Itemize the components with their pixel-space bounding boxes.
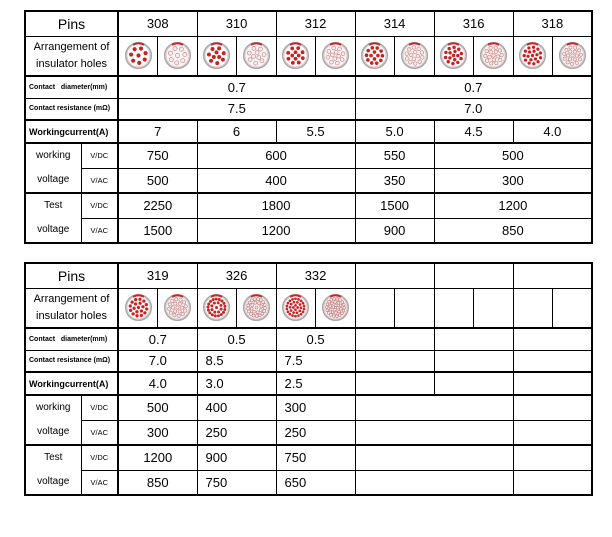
pin-number: 314 xyxy=(355,11,434,36)
row-contact-resistance xyxy=(25,350,592,372)
vac-label: V/AC xyxy=(81,168,118,193)
connector-cell xyxy=(316,36,356,76)
pin-number: 332 xyxy=(276,263,355,288)
connector-cell xyxy=(118,288,158,328)
row-working-current xyxy=(25,120,592,143)
connector-female-icon xyxy=(558,41,587,70)
vdc-label: V/DC xyxy=(81,193,118,218)
working-current-value: 3.0 xyxy=(197,372,276,395)
connector-cell xyxy=(316,288,356,328)
connector-female-icon xyxy=(400,41,429,70)
arrangement-label: Arrangement of insulator holes xyxy=(25,288,118,328)
working-current-label: Workingcurrent(A) xyxy=(25,120,118,143)
working-current-value: 4.0 xyxy=(118,372,197,395)
voltage-value: 300 xyxy=(118,420,197,445)
empty-cell xyxy=(355,350,434,372)
connector-male-icon xyxy=(124,41,153,70)
vac-label: V/AC xyxy=(81,470,118,495)
voltage-value: 400 xyxy=(197,395,276,420)
connector-male-icon xyxy=(518,41,547,70)
empty-cell xyxy=(355,372,434,395)
pins-spec-table-308-318 xyxy=(24,10,593,244)
voltage-value: 550 xyxy=(355,143,434,168)
working-current-value: 7 xyxy=(118,120,197,143)
test-voltage-label: Test voltage xyxy=(25,193,81,243)
connector-cell xyxy=(118,36,158,76)
contact-resistance-value: 7.0 xyxy=(355,98,592,120)
contact-resistance-label: Contact resistance (mΩ) xyxy=(25,350,118,372)
row-test-voltage-vdc xyxy=(25,193,592,218)
pins-header: Pins xyxy=(25,11,118,36)
working-current-value: 5.5 xyxy=(276,120,355,143)
empty-cell xyxy=(513,470,592,495)
pin-number-empty xyxy=(434,263,513,288)
voltage-value: 900 xyxy=(197,445,276,470)
connector-cell xyxy=(237,288,277,328)
connector-cell xyxy=(276,288,316,328)
pin-number: 312 xyxy=(276,11,355,36)
row-contact-resistance xyxy=(25,98,592,120)
voltage-value: 650 xyxy=(276,470,355,495)
voltage-value: 2250 xyxy=(118,193,197,218)
vdc-label: V/DC xyxy=(81,445,118,470)
empty-cell xyxy=(513,420,592,445)
voltage-value: 1200 xyxy=(197,218,355,243)
working-voltage-label: working voltage xyxy=(25,143,81,193)
vdc-label: V/DC xyxy=(81,143,118,168)
voltage-value: 250 xyxy=(197,420,276,445)
connector-female-icon xyxy=(479,41,508,70)
pins-spec-table-319-332 xyxy=(24,262,593,496)
voltage-value: 500 xyxy=(118,168,197,193)
contact-diameter-value: 0.5 xyxy=(197,328,276,350)
voltage-value: 1200 xyxy=(118,445,197,470)
working-current-value: 6 xyxy=(197,120,276,143)
pin-number: 326 xyxy=(197,263,276,288)
row-contact-diameter xyxy=(25,328,592,350)
contact-diameter-value: 0.7 xyxy=(118,76,355,98)
empty-connector-cell xyxy=(474,288,514,328)
vac-label: V/AC xyxy=(81,420,118,445)
voltage-value: 1500 xyxy=(118,218,197,243)
empty-cell xyxy=(434,350,513,372)
working-current-label: Workingcurrent(A) xyxy=(25,372,118,395)
connector-female-icon xyxy=(321,41,350,70)
connector-cell xyxy=(197,288,237,328)
voltage-value: 750 xyxy=(276,445,355,470)
row-test-voltage-vdc xyxy=(25,445,592,470)
connector-male-icon xyxy=(281,293,310,322)
pin-number: 316 xyxy=(434,11,513,36)
vac-label: V/AC xyxy=(81,218,118,243)
empty-cell xyxy=(434,372,513,395)
voltage-value: 250 xyxy=(276,420,355,445)
voltage-value: 850 xyxy=(434,218,592,243)
pin-number: 310 xyxy=(197,11,276,36)
contact-diameter-value: 0.7 xyxy=(118,328,197,350)
row-working-voltage-vdc xyxy=(25,395,592,420)
voltage-value: 750 xyxy=(197,470,276,495)
voltage-value: 900 xyxy=(355,218,434,243)
connector-cell xyxy=(276,36,316,76)
connector-cell xyxy=(474,36,514,76)
connector-cell xyxy=(395,36,435,76)
contact-diameter-label: Contact diameter(mm) xyxy=(25,76,118,98)
pin-number: 319 xyxy=(118,263,197,288)
connector-female-icon xyxy=(242,293,271,322)
connector-cell xyxy=(434,36,474,76)
pin-number-empty xyxy=(355,263,434,288)
connector-male-icon xyxy=(202,41,231,70)
voltage-value: 1500 xyxy=(355,193,434,218)
row-arrangement xyxy=(25,36,592,76)
empty-connector-cell xyxy=(395,288,435,328)
row-arrangement xyxy=(25,288,592,328)
row-test-voltage-vac xyxy=(25,470,592,495)
arrangement-label: Arrangement of insulator holes xyxy=(25,36,118,76)
connector-cell xyxy=(197,36,237,76)
connector-female-icon xyxy=(321,293,350,322)
row-contact-diameter xyxy=(25,76,592,98)
working-current-value: 2.5 xyxy=(276,372,355,395)
voltage-value: 350 xyxy=(355,168,434,193)
empty-cell xyxy=(355,328,434,350)
contact-diameter-label: Contact diameter(mm) xyxy=(25,328,118,350)
voltage-value: 1200 xyxy=(434,193,592,218)
connector-cell xyxy=(513,36,553,76)
working-current-value: 5.0 xyxy=(355,120,434,143)
contact-resistance-label: Contact resistance (mΩ) xyxy=(25,98,118,120)
voltage-value: 300 xyxy=(276,395,355,420)
working-voltage-label: working voltage xyxy=(25,395,81,445)
working-current-value: 4.0 xyxy=(513,120,592,143)
empty-cell xyxy=(355,420,513,445)
empty-cell xyxy=(513,395,592,420)
empty-cell xyxy=(513,445,592,470)
row-pins xyxy=(25,11,592,36)
empty-cell xyxy=(513,372,592,395)
empty-connector-cell xyxy=(513,288,553,328)
row-working-voltage-vac xyxy=(25,168,592,193)
empty-cell xyxy=(355,445,513,470)
connector-male-icon xyxy=(439,41,468,70)
connector-cell xyxy=(158,36,198,76)
row-working-voltage-vac xyxy=(25,420,592,445)
pins-header: Pins xyxy=(25,263,118,288)
empty-cell xyxy=(355,395,513,420)
row-working-voltage-vdc xyxy=(25,143,592,168)
empty-cell xyxy=(513,350,592,372)
empty-connector-cell xyxy=(553,288,593,328)
connector-cell xyxy=(237,36,277,76)
empty-cell xyxy=(513,328,592,350)
contact-resistance-value: 7.5 xyxy=(276,350,355,372)
voltage-value: 500 xyxy=(434,143,592,168)
empty-connector-cell xyxy=(434,288,474,328)
voltage-value: 400 xyxy=(197,168,355,193)
voltage-value: 500 xyxy=(118,395,197,420)
empty-cell xyxy=(434,328,513,350)
connector-male-icon xyxy=(124,293,153,322)
contact-resistance-value: 8.5 xyxy=(197,350,276,372)
contact-resistance-value: 7.0 xyxy=(118,350,197,372)
contact-resistance-value: 7.5 xyxy=(118,98,355,120)
pin-number: 308 xyxy=(118,11,197,36)
voltage-value: 850 xyxy=(118,470,197,495)
connector-male-icon xyxy=(202,293,231,322)
test-voltage-label: Test voltage xyxy=(25,445,81,495)
contact-diameter-value: 0.5 xyxy=(276,328,355,350)
connector-male-icon xyxy=(360,41,389,70)
connector-cell xyxy=(158,288,198,328)
connector-female-icon xyxy=(163,41,192,70)
empty-cell xyxy=(355,470,513,495)
contact-diameter-value: 0.7 xyxy=(355,76,592,98)
row-test-voltage-vac xyxy=(25,218,592,243)
connector-cell xyxy=(355,36,395,76)
row-working-current xyxy=(25,372,592,395)
row-pins xyxy=(25,263,592,288)
connector-cell xyxy=(553,36,593,76)
voltage-value: 750 xyxy=(118,143,197,168)
voltage-value: 1800 xyxy=(197,193,355,218)
connector-female-icon xyxy=(242,41,271,70)
empty-connector-cell xyxy=(355,288,395,328)
connector-male-icon xyxy=(281,41,310,70)
working-current-value: 4.5 xyxy=(434,120,513,143)
voltage-value: 300 xyxy=(434,168,592,193)
pin-number: 318 xyxy=(513,11,592,36)
voltage-value: 600 xyxy=(197,143,355,168)
pin-number-empty xyxy=(513,263,592,288)
vdc-label: V/DC xyxy=(81,395,118,420)
connector-female-icon xyxy=(163,293,192,322)
